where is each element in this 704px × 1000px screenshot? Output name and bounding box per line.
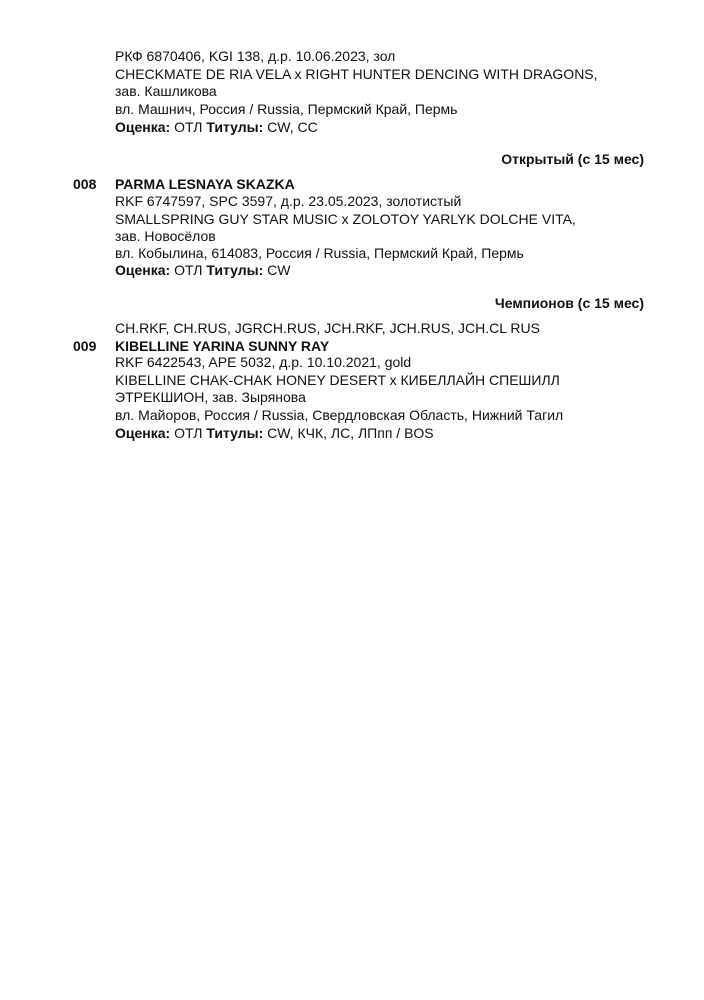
entry-owner-line: вл. Кобылина, 614083, Россия / Russia, Пермский Край, Пермь bbox=[115, 245, 524, 261]
grade-value: ОТЛ bbox=[170, 119, 207, 135]
titles-label: Титулы: bbox=[206, 262, 264, 278]
dog-name: KIBELLINE YARINA SUNNY RAY bbox=[115, 338, 330, 354]
entry-owner-line: вл. Машнич, Россия / Russia, Пермский Край, Пермь bbox=[115, 101, 458, 117]
entry-parents-line: SMALLSPRING GUY STAR MUSIC x ZOLOTOY YARLYK DOLCHE VITA, bbox=[115, 211, 576, 227]
titles-value: CW, CC bbox=[263, 119, 318, 135]
entry-parents-line: KIBELLINE CHAK-CHAK HONEY DESERT x КИБЕЛЛАЙН СПЕШИЛЛ bbox=[115, 372, 560, 388]
entry-breeder-line: зав. Кашликова bbox=[115, 83, 217, 99]
section-heading-open: Открытый (с 15 мес) bbox=[501, 151, 644, 167]
grade-label: Оценка: bbox=[115, 119, 171, 135]
entry-number: 008 bbox=[73, 176, 97, 192]
entry-owner-line: вл. Майоров, Россия / Russia, Свердловская Область, Нижний Тагил bbox=[115, 407, 564, 423]
section-heading-champions: Чемпионов (с 15 мес) bbox=[494, 295, 644, 311]
titles-value: CW bbox=[263, 262, 291, 278]
entry-prefix-titles: CH.RKF, CH.RUS, JGRCH.RUS, JCH.RKF, JCH.RUS, JCH.CL RUS bbox=[115, 320, 540, 336]
entry-parents-line-2: ЭТРЕКШИОН, зав. Зырянова bbox=[115, 389, 306, 405]
grade-value: ОТЛ bbox=[170, 262, 207, 278]
entry-breeder-line: зав. Новосёлов bbox=[115, 228, 216, 244]
titles-label: Титулы: bbox=[206, 425, 264, 441]
grade-value: ОТЛ bbox=[170, 425, 207, 441]
entry-reg-line: RKF 6747597, SPC 3597, д.р. 23.05.2023, золотистый bbox=[115, 193, 462, 209]
entry-grade-line bbox=[115, 424, 434, 442]
grade-label: Оценка: bbox=[115, 425, 171, 441]
entry-grade-line bbox=[115, 118, 318, 136]
entry-number: 009 bbox=[73, 338, 97, 354]
entry-grade-line bbox=[115, 261, 290, 279]
grade-label: Оценка: bbox=[115, 262, 171, 278]
titles-value: CW, КЧК, ЛС, ЛПпп / BOS bbox=[263, 425, 434, 441]
entry-reg-line: РКФ 6870406, KGI 138, д.р. 10.06.2023, зол bbox=[115, 48, 396, 64]
entry-parents-line: CHECKMATE DE RIA VELA x RIGHT HUNTER DENCING WITH DRAGONS, bbox=[115, 66, 598, 82]
titles-label: Титулы: bbox=[206, 119, 264, 135]
entry-reg-line: RKF 6422543, APE 5032, д.р. 10.10.2021, gold bbox=[115, 354, 412, 370]
dog-name: PARMA LESNAYA SKAZKA bbox=[115, 176, 295, 192]
